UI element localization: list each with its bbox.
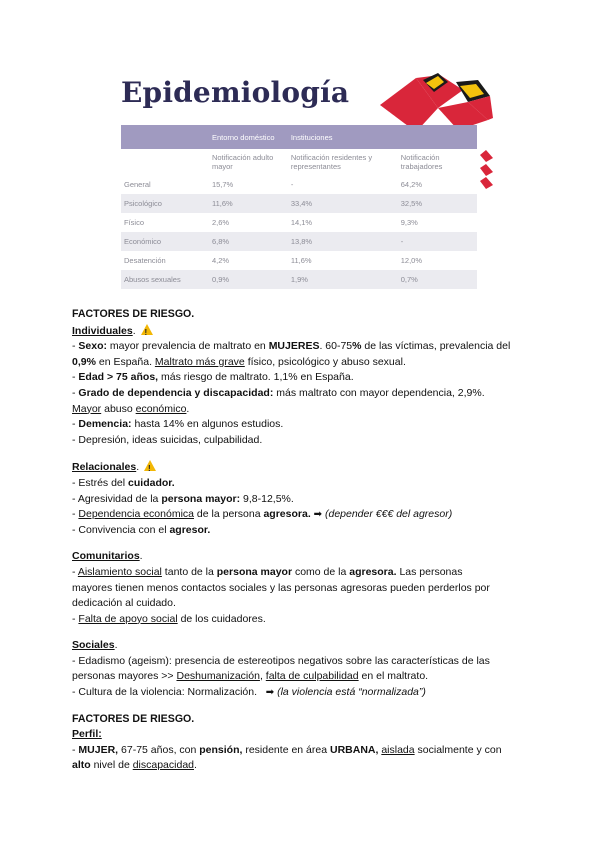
- document-body: [72, 307, 532, 774]
- subsection-heading: Individuales. !: [72, 323, 532, 340]
- warning-icon: [144, 460, 156, 471]
- epidemiology-table: [121, 125, 477, 289]
- arrow-right-icon: ➡: [265, 687, 275, 699]
- list-item: - Cultura de la violencia: Normalización. ➡ (la violencia está “normalizada”): [72, 686, 426, 699]
- table-row: [121, 175, 477, 194]
- table-header-row: [121, 125, 477, 149]
- row-label: Físico: [124, 218, 145, 227]
- cell: 4,2%: [211, 256, 230, 265]
- section-title: FACTORES DE RIESGO.: [72, 308, 195, 320]
- list-item: - Grado de dependencia y discapacidad: más maltrato con mayor dependencia, 2,9%.: [72, 386, 485, 399]
- arrow-right-icon: ➡: [313, 509, 323, 521]
- table-row: [121, 270, 477, 289]
- subheader-cell: Notificación trabajadores: [400, 153, 443, 171]
- text-line: mayores tienen menos contactos sociales y las personas agresoras pueden perderlos por: [72, 581, 490, 594]
- text-line: personas mayores >> Deshumanización, falta de culpabilidad en el maltrato.: [72, 670, 429, 683]
- cell: -: [290, 180, 294, 189]
- table-row: [121, 232, 477, 251]
- warning-icon: [141, 324, 153, 335]
- row-label: Desatención: [124, 256, 166, 265]
- list-item: - Demencia: hasta 14% en algunos estudios.: [72, 418, 284, 431]
- table-row: [121, 194, 477, 213]
- subsection-heading: Sociales.: [72, 639, 118, 652]
- list-item: Mayor abuso económico.: [72, 402, 190, 415]
- header-cell: Entorno doméstico: [209, 125, 288, 149]
- list-item: - Dependencia económica de la persona agresora. ➡ (depender €€€ del agresor): [72, 508, 453, 521]
- text-line: dedicación al cuidado.: [72, 597, 176, 610]
- subsection-heading: Relacionales. !: [72, 459, 532, 476]
- list-item: - Sexo: mayor prevalencia de maltrato en MUJERES. 60-75% de las víctimas, prevalencia del 0,9% en España. Maltrato más grave físico, psicológico y abuso sexual.: [72, 340, 511, 368]
- cell: 2,6%: [211, 218, 230, 227]
- cell: 1,9%: [288, 270, 398, 289]
- list-item: - Falta de apoyo social de los cuidadores.: [72, 612, 266, 625]
- table-row: [121, 213, 477, 232]
- cell: 6,8%: [209, 232, 288, 251]
- cell: 0,9%: [209, 270, 288, 289]
- cell: 32,5%: [398, 194, 477, 213]
- subheader-cell: Notificación residentes y representantes: [290, 153, 373, 171]
- cell: 15,7%: [211, 180, 234, 189]
- cell: 13,8%: [288, 232, 398, 251]
- subheader-cell: [121, 149, 209, 175]
- header-cell: Instituciones: [288, 125, 398, 149]
- cell: 33,4%: [288, 194, 398, 213]
- subsection-heading: Perfil:: [72, 728, 102, 741]
- row-label: General: [124, 180, 151, 189]
- table-subheader-row: [121, 149, 477, 175]
- cell: 11,6%: [290, 256, 312, 265]
- subsection-heading: Comunitarios.: [72, 550, 143, 563]
- cell: 11,6%: [209, 194, 288, 213]
- subheader-cell: Notificación adulto mayor: [211, 153, 274, 171]
- cell: 12,0%: [400, 256, 423, 265]
- table-row: [121, 251, 477, 270]
- list-item: - Edadismo (ageism): presencia de estereotipos negativos sobre las características de las: [72, 654, 490, 667]
- row-label: Psicológico: [121, 194, 209, 213]
- section-title: FACTORES DE RIESGO.: [72, 712, 195, 725]
- cell: 14,1%: [290, 218, 313, 227]
- list-item: - Depresión, ideas suicidas, culpabilidad.: [72, 433, 263, 446]
- list-item: - Aislamiento social tanto de la persona mayor como de la agresora. Las personas: [72, 565, 463, 578]
- text-line: alto nivel de discapacidad.: [72, 759, 197, 772]
- cell: -: [398, 232, 477, 251]
- list-item: - Convivencia con el agresor.: [72, 523, 211, 536]
- row-label: Económico: [121, 232, 209, 251]
- epidemiology-figure: [113, 70, 493, 288]
- header-cell: [398, 125, 477, 149]
- list-item: - Agresividad de la persona mayor: 9,8-12,5%.: [72, 492, 294, 505]
- list-item: - MUJER, 67-75 años, con pensión, residente en área URBANA, aislada socialmente y con: [72, 743, 502, 756]
- list-item: - Edad > 75 años, más riesgo de maltrato. 1,1% en España.: [72, 371, 354, 384]
- cell: 0,7%: [398, 270, 477, 289]
- figure-title: Epidemiología: [121, 76, 350, 109]
- list-item: - Estrés del cuidador.: [72, 476, 175, 489]
- row-label: Abusos sexuales: [121, 270, 209, 289]
- cell: 64,2%: [400, 180, 423, 189]
- header-cell: [121, 125, 209, 149]
- cell: 9,3%: [400, 218, 418, 227]
